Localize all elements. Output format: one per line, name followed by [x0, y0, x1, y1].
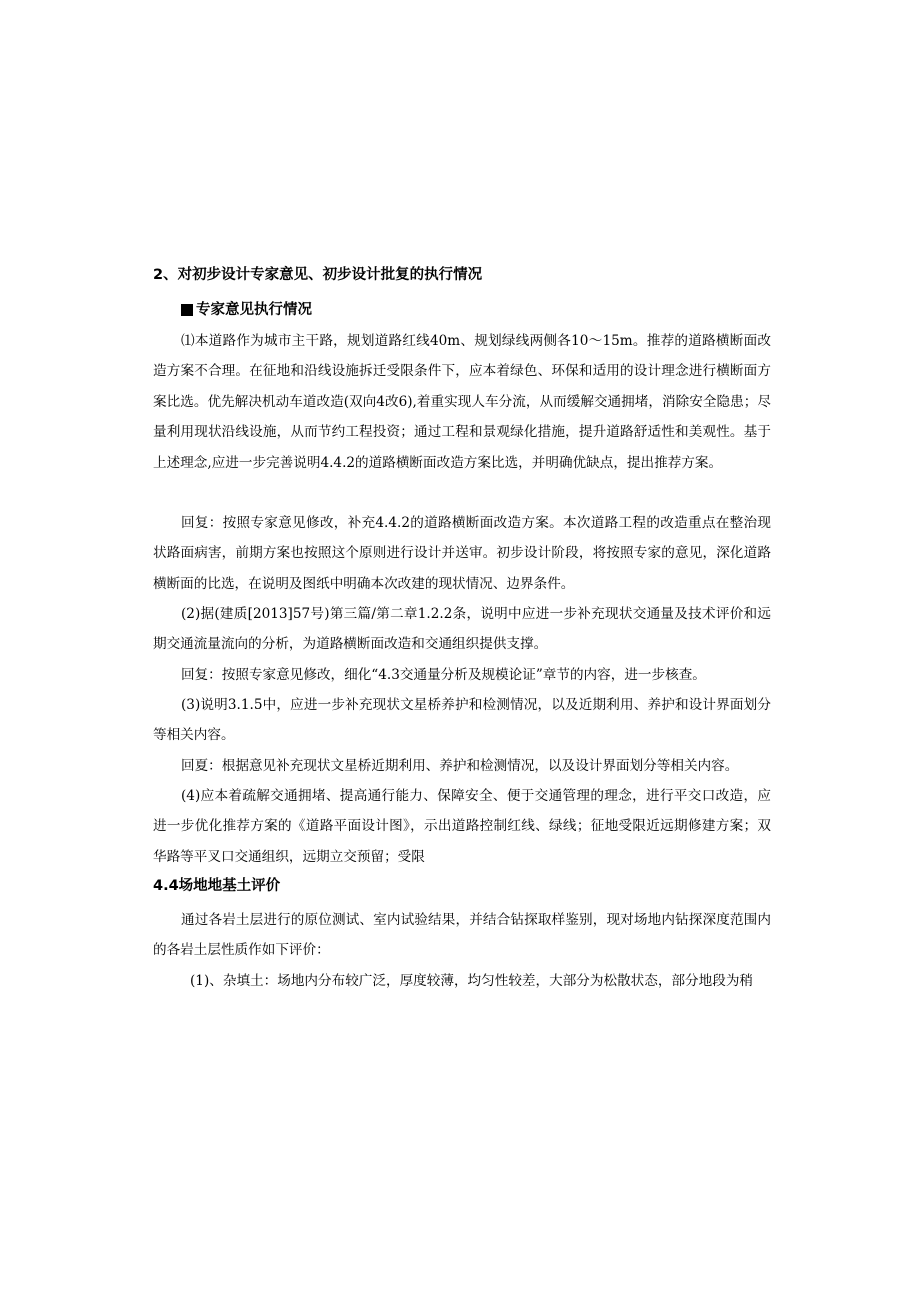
paragraph-reply-3: 回夏：根据意见补充现状文星桥近期利用、养护和检测情况，以及设计界面划分等相关内容。	[181, 758, 739, 774]
subsection-heading	[181, 300, 781, 320]
paragraph-ground-evaluation-intro: 通过各岩土层进行的原位测试、室内试验结果，并结合钻探取样鉴别，现对场地内钻探深度范围内的各岩土层性质作如下评价：	[153, 912, 771, 959]
paragraph-expert-opinion-2: (2)据(建质[2013]57号)第三篇/第二章1.2.2条，说明中应进一步补充现状交通量及技术评价和远期交通流量流向的分析，为道路横断面改造和交通组织提供支撑。	[153, 606, 771, 653]
paragraph-expert-opinion-1: ⑴本道路作为城市主干路，规划道路红线40m、规划绿线两侧各10～15m。推荐的道路横断面改造方案不合理。在征地和沿线设施拆迁受限条件下，应本着绿色、环保和适用的设计理念进行横断面方案比选。优先解决机动车道改造(双向4改6),着重实现人车分流，从而缓解交通拥堵，消除安全隐患；尽量利用现状沿线设施，从而节约工程投资；通过工程和景观绿化措施，提升道路舒适性和美观性。基于上述理念,应进一步完善说明4.4.2的道路横断面改造方案比选，并明确优缺点，提出推荐方案。	[153, 333, 771, 471]
black-square-bullet-icon	[181, 304, 193, 316]
paragraph-miscellaneous-fill: (1)、杂填土：场地内分布较广泛，厚度较薄，均匀性较差，大部分为松散状态，部分地段为稍	[190, 973, 754, 989]
paragraph-expert-opinion-3: (3)说明3.1.5中，应进一步补充现状文星桥养护和检测情况，以及近期利用、养护和设计界面划分等相关内容。	[153, 697, 771, 744]
section-4-4-heading: 4.4场地地基土评价	[153, 878, 281, 894]
paragraph-reply-2: 回复：按照专家意见修改，细化“4.3交通量分析及规模论证”章节的内容，进一步核查。	[181, 667, 706, 683]
paragraph-reply-1: 回复：按照专家意见修改，补充4.4.2的道路横断面改造方案。本次道路工程的改造重点在整治现状路面病害，前期方案也按照这个原则进行设计并送审。初步设计阶段，将按照专家的意见，深化道路横断面的比选，在说明及图纸中明确本次改建的现状情况、边界条件。	[153, 515, 771, 592]
paragraph-expert-opinion-4: (4)应本着疏解交通拥堵、提高通行能力、保障安全、便于交通管理的理念，进行平交口改造，应进一步优化推荐方案的《道路平面设计图》，示出道路控制红线、绿线；征地受限近远期修建方案；双华路等平叉口交通组织，远期立交预留；受限	[153, 788, 771, 865]
section-2-heading: 2、对初步设计专家意见、初步设计批复的执行情况	[153, 267, 483, 283]
subsection-title: 专家意见执行情况	[196, 302, 312, 318]
